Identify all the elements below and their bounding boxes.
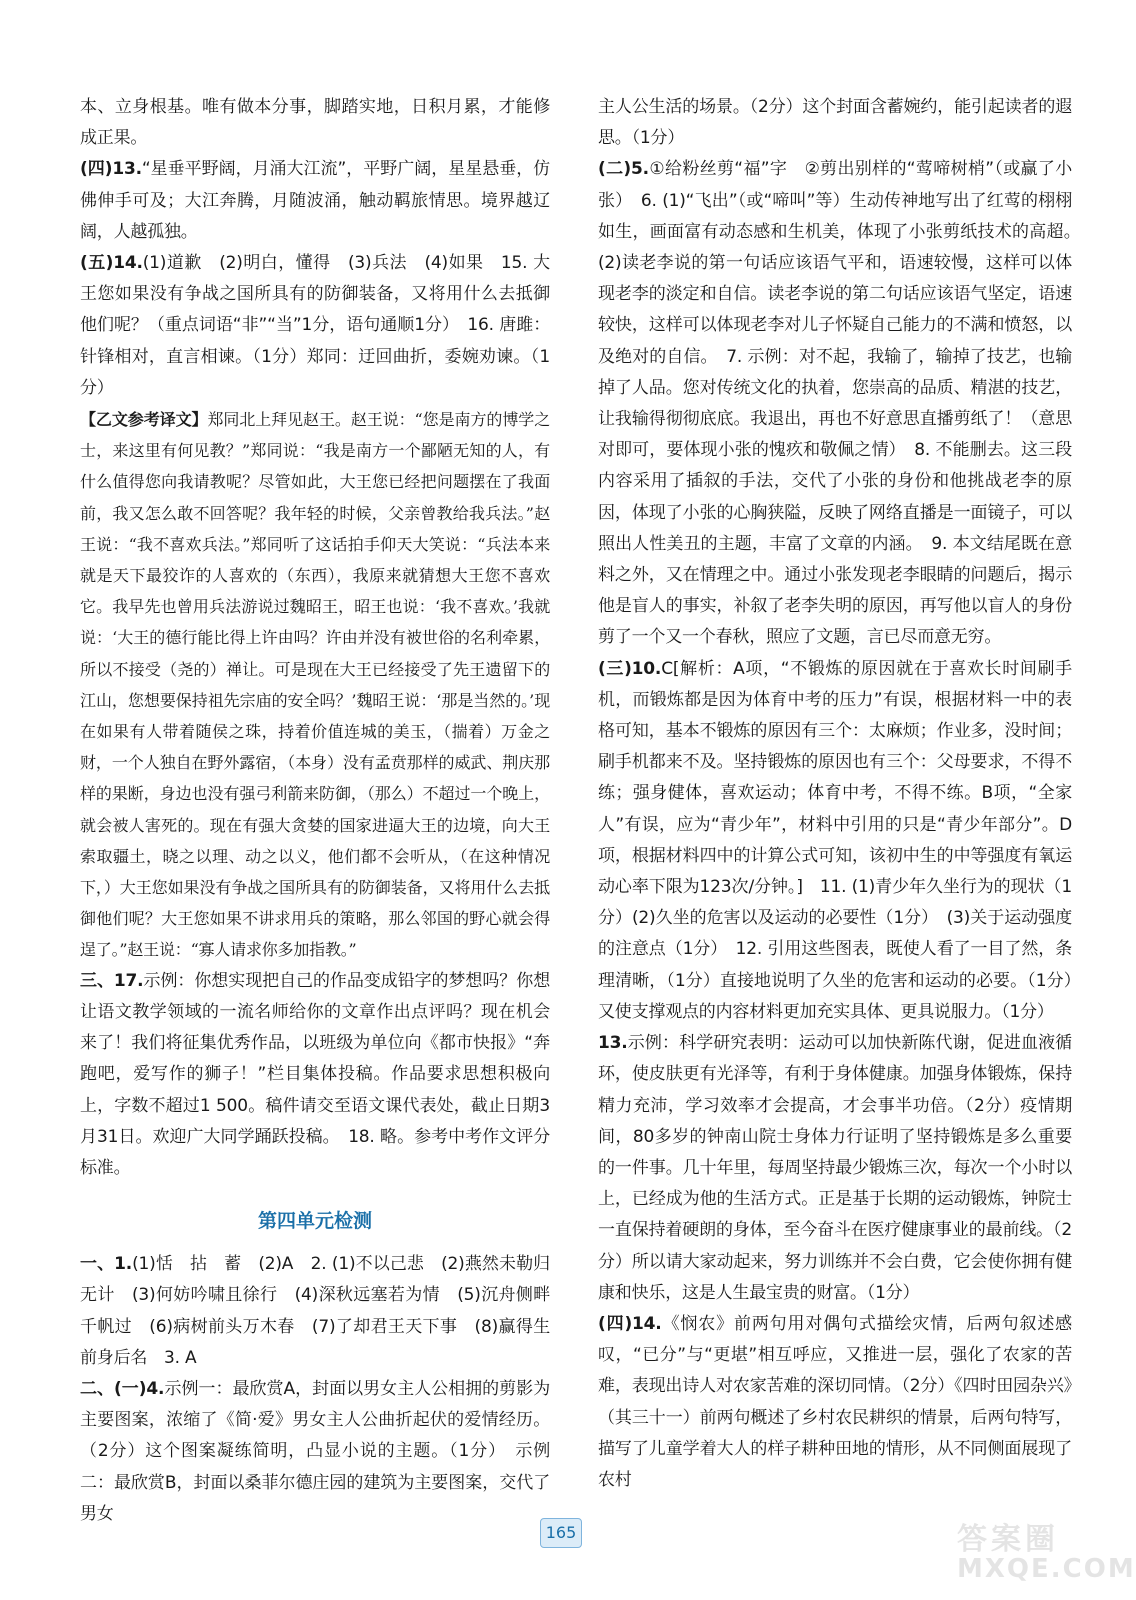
page-number: 165 xyxy=(540,1518,582,1548)
text: 《悯农》前两句用对偶句式描绘灾情，后两句叙述感叹，“已分”与“更堪”相互呼应，又推进一层，强化了农家的苦难，表现出诗人对农家苦难的深切同情。（2分）《四时田园杂兴》（其三十一）前两句概述了乡村农民耕织的情景，后两句特写，描写了儿童学着大人的样子耕种田地的情形，从不同侧面展现了农村 xyxy=(598,1313,1072,1490)
paragraph-q17 xyxy=(80,966,550,1184)
section-label: 【乙文参考译文】 xyxy=(80,410,208,430)
text: ①给粉丝剪“福”字 ②剪出别样的“莺啼树梢”（或赢了小张） 6. (1)“飞出”（或“啼叫”等）生动传神地写出了红莺的栩栩如生，画面富有动态感和生机美，体现了小张剪纸技术的高超。 (2)读老李说的第一句话应该语气平和，语速较慢，这样可以体现老李的淡定和自信。读老李说的第二句话应该语气坚定，语速较快，这样可以体现老李对儿子怀疑自己能力的不满和愤怒，以及绝对的自信。 7. 示例：对不起，我输了，输掉了技艺，也输掉了人品。您对传统文化的执着，您崇高的品质、精湛的技艺，让我输得彻彻底底。我退出，再也不好意思直播剪纸了！（意思对即可，要体现小张的愧疚和敬佩之情） 8. 不能删去。这三段内容采用了插叙的手法，交代了小张的身份和他挑战老李的原因，体现了小张的心胸狭隘，反映了网络直播是一面镜子，可以照出人性美丑的主题，丰富了文章的内涵。 9. 本文结尾既在意料之外，又在情理之中。通过小张发现老李眼睛的问题后，揭示他是盲人的事实，补叙了老李失明的原因，再写他以盲人的身份剪了一个又一个春秋，照应了文题，言已尽而意无穷。 xyxy=(598,159,1089,648)
question-number: (四)14. xyxy=(598,1313,662,1334)
text: 示例一：最欣赏A，封面以男女主人公相拥的剪影为主要图案，浓缩了《简·爱》男女主人公曲折起伏的爱情经历。（2分）这个图案凝练简明，凸显小说的主题。（1分） 示例二：最欣赏B，封面以桑菲尔德庄园的建筑为主要图案，交代了男女 xyxy=(80,1378,550,1524)
text: “星垂平野阔，月涌大江流”，平野广阔，星星悬垂，仿佛伸手可及；大江奔腾，月随波涌，触动羁旅情思。境界越辽阔，人越孤独。 xyxy=(80,159,550,242)
question-number: 13. xyxy=(598,1033,628,1054)
question-number: (四)13. xyxy=(80,159,142,180)
paragraph-q1 xyxy=(80,1249,550,1374)
paragraph-q13 xyxy=(598,1028,1072,1309)
watermark-logo-text: 答案圈 xyxy=(957,1522,1059,1557)
paragraph-q10 xyxy=(598,654,1072,1028)
question-number: (五)14. xyxy=(80,253,143,274)
question-number: 二、(一)4. xyxy=(80,1378,165,1399)
paragraph-q14 xyxy=(80,248,550,404)
text: C[解析：A项，“不锻炼的原因就在于喜欢长时间刷手机，而锻炼都是因为体育中考的压力”有误，根据材料一中的表格可知，基本不锻炼的原因有三个：太麻烦；作业多，没时间；刷手机都来不及。坚持锻炼的原因也有三个：父母要求，不得不练；强身健体，喜欢运动；体育中考，不得不练。B项，“全家人”有误，应为“青少年”，材料中引用的只是“青少年部分”。D项，根据材料四中的计算公式可知，该初中生的中等强度有氧运动心率下限为123次/分钟。] 11. (1)青少年久坐行为的现状（1分）(2)久坐的危害以及运动的必要性（1分） (3)关于运动强度的注意点（1分） 12. 引用这些图表，既使人看了一目了然，条理清晰，（1分）直接地说明了久坐的危害和运动的必要。（1分）又使支撑观点的内容材料更加充实具体、更具说服力。（1分） xyxy=(598,658,1072,1022)
paragraph-q5 xyxy=(598,154,1089,653)
question-number: 三、17. xyxy=(80,970,144,991)
text: 本、立身根基。唯有做本分事，脚踏实地，日积月累，才能修成正果。 xyxy=(80,97,550,149)
text: (1)恬 拈 蓄 (2)A 2. (1)不以己悲 (2)燕然未勒归无计 (3)何妨吟啸且徐行 (4)深秋远塞若为情 (5)沉舟侧畔千帆过 (6)病树前头万木春 (7)了却君王天下事 (8)赢得生前身后名 3. A xyxy=(80,1254,550,1368)
paragraph-q13 xyxy=(80,154,550,248)
text: (1)道歉 (2)明白，懂得 (3)兵法 (4)如果 15. 大王您如果没有争战之国所具有的防御装备，又将用什么去抵御他们呢？（重点词语“非”“当”1分，语句通顺1分） 16. 唐雎：针锋相对，直言相谏。（1分）郑同：迂回曲折，委婉劝谏。（1分） xyxy=(80,253,550,398)
paragraph-translation xyxy=(80,404,550,966)
text: 示例：你想实现把自己的作品变成铅字的梦想吗？你想让语文教学领域的一流名师给你的文章作出点评吗？现在机会来了！我们将征集优秀作品，以班级为单位向《都市快报》“奔跑吧，爱写作的狮子！”栏目集体投稿。作品要求思想积极向上，字数不超过1 500。稿件请交至语文课代表处，截止日期3月31日。欢迎广大同学踊跃投稿。 18. 略。参考中考作文评分标准。 xyxy=(80,970,550,1178)
paragraph xyxy=(80,92,550,154)
question-number: (二)5. xyxy=(598,159,649,180)
watermark-logo xyxy=(957,1514,1136,1590)
left-column xyxy=(80,92,550,1530)
text: 主人公生活的场景。（2分）这个封面含蓄婉约，能引起读者的遐思。（1分） xyxy=(598,97,1072,149)
paragraph-q4 xyxy=(80,1374,550,1530)
paragraph-q14 xyxy=(598,1309,1072,1496)
section-heading: 第四单元检测 xyxy=(257,1210,372,1233)
text: 示例：科学研究表明：运动可以加快新陈代谢，促进血液循环，使皮肤更有光泽等，有利于身体健康。加强身体锻炼，保持精力充沛，学习效率才会提高，才会事半功倍。（2分）疫情期间，80多岁的钟南山院士身体力行证明了坚持锻炼是多么重要的一件事。几十年里，每周坚持最少锻炼三次，每次一个小时以上，已经成为他的生活方式。正是基于长期的运动锻炼，钟院士一直保持着硬朗的身体，至今奋斗在医疗健康事业的最前线。（2分）所以请大家动起来，努力训练并不会白费，它会使你拥有健康和快乐，这是人生最宝贵的财富。（1分） xyxy=(598,1033,1072,1303)
question-number: (三)10. xyxy=(598,658,662,679)
watermark-url: MXQE.COM xyxy=(957,1554,1136,1584)
text: 郑同北上拜见赵王。赵王说：“您是南方的博学之士，来这里有何见教？”郑同说：“我是南方一个鄙陋无知的人，有什么值得您向我请教呢？尽管如此，大王您已经把问题摆在了我面前，我又怎么敢不回答呢？我年轻的时候，父亲曾教给我兵法。”赵王说：“我不喜欢兵法。”郑同听了这话拍手仰天大笑说：“兵法本来就是天下最狡诈的人喜欢的（东西），我原来就猜想大王您不喜欢它。我早先也曾用兵法游说过魏昭王，昭王也说：‘我不喜欢。’我就说：‘大王的德行能比得上许由吗？许由并没有被世俗的名利牵累，所以不接受（尧的）禅让。可是现在大王已经接受了先王遗留下的江山，您想要保持祖先宗庙的安全吗？’魏昭王说：‘那是当然的。’现在如果有人带着随侯之珠，持着价值连城的美玉，（揣着）万金之财，一个人独自在野外露宿，（本身）没有孟贲那样的威武、荆庆那样的果断，身边也没有强弓利箭来防御，（那么）不超过一个晚上，就会被人害死的。现在有强大贪婪的国家进逼大王的边境，向大王索取疆土，晓之以理、动之以义，他们都不会听从，（在这种情况下，）大王您如果没有争战之国所具有的防御装备，又将用什么去抵御他们呢？大王您如果不讲求用兵的策略，那么邻国的野心就会得逞了。”赵王说：“寡人请求你多加指教。” xyxy=(80,410,550,960)
question-number: 一、1. xyxy=(80,1254,133,1275)
right-column xyxy=(598,92,1089,1496)
paragraph xyxy=(598,92,1072,154)
